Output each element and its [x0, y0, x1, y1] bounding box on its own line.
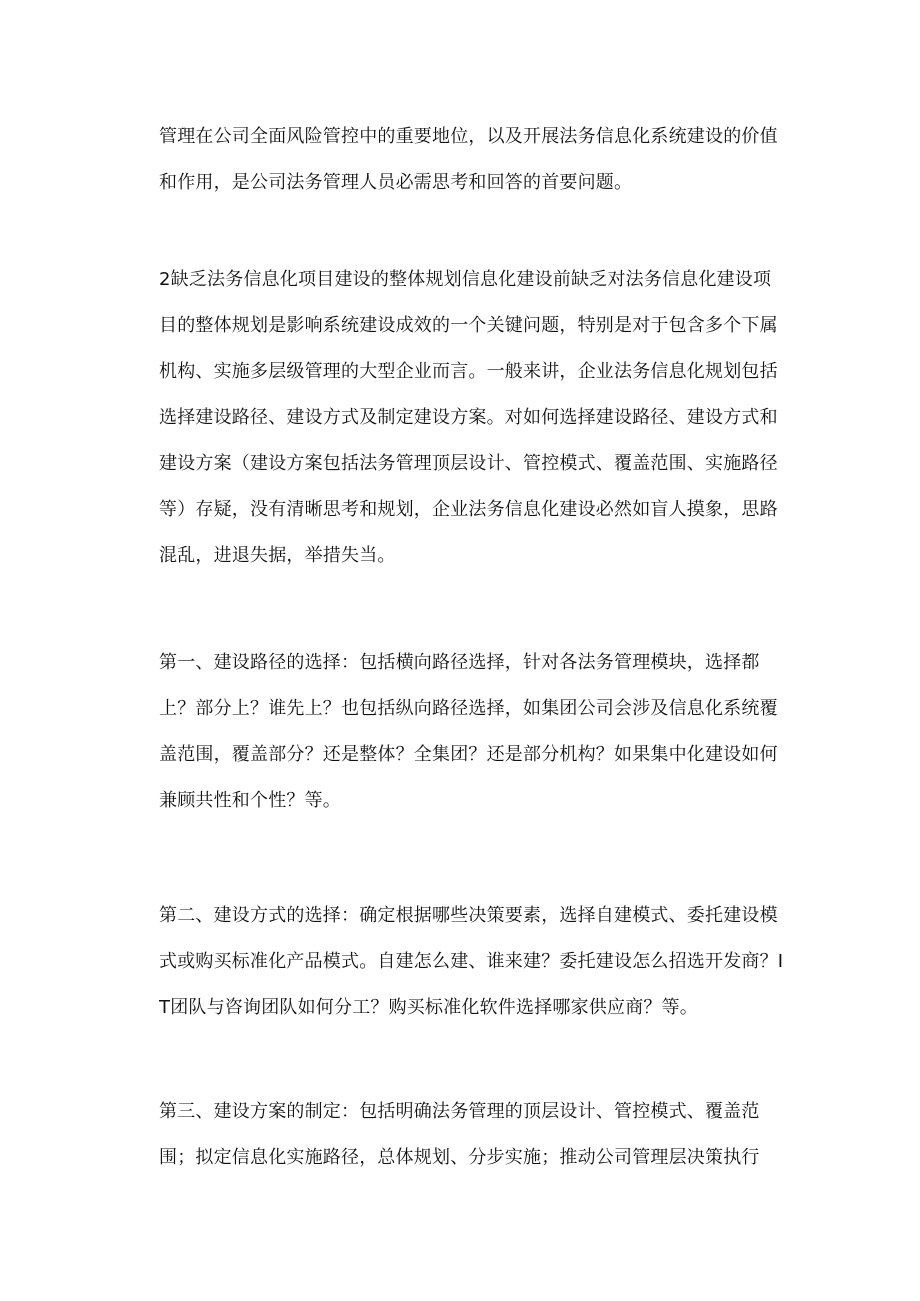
paragraph-2: 2缺乏法务信息化项目建设的整体规划信息化建设前缺乏对法务信息化建设项目的整体规划是影响系统建设成效的一个关键问题，特别是对于包含多个下属机构、实施多层级管理的大型企业而言。一般来讲，企业法务信息化规划包括选择建设路径、建设方式及制定建设方案。对如何选择建设路径、建设方式和建设方案（建设方案包括法务管理顶层设计、管控模式、覆盖范围、实施路径等）存疑，没有清晰思考和规划，企业法务信息化建设必然如盲人摸象，思路混乱，进退失据，举措失当。 [159, 269, 778, 566]
paragraph-3: 第一、建设路径的选择：包括横向路径选择，针对各法务管理模块，选择都上？部分上？谁先上？也包括纵向路径选择，如集团公司会涉及信息化系统覆盖范围，覆盖部分？还是整体？全集团？还是部分机构？如果集中化建设如何兼顾共性和个性？等。 [159, 652, 778, 811]
paragraph-4: 第二、建设方式的选择：确定根据哪些决策要素，选择自建模式、委托建设模式或购买标准化产品模式。自建怎么建、谁来建？委托建设怎么招选开发商？IT团队与咨询团队如何分工？购买标准化软件选择哪家供应商？等。 [159, 905, 784, 1018]
paragraph-5: 第三、建设方案的制定：包括明确法务管理的顶层设计、管控模式、覆盖范围；拟定信息化实施路径，总体规划、分步实施；推动公司管理层决策执行 [159, 1101, 760, 1168]
paragraph-1: 管理在公司全面风险管控中的重要地位，以及开展法务信息化系统建设的价值和作用，是公司法务管理人员必需思考和回答的首要问题。 [159, 126, 778, 193]
